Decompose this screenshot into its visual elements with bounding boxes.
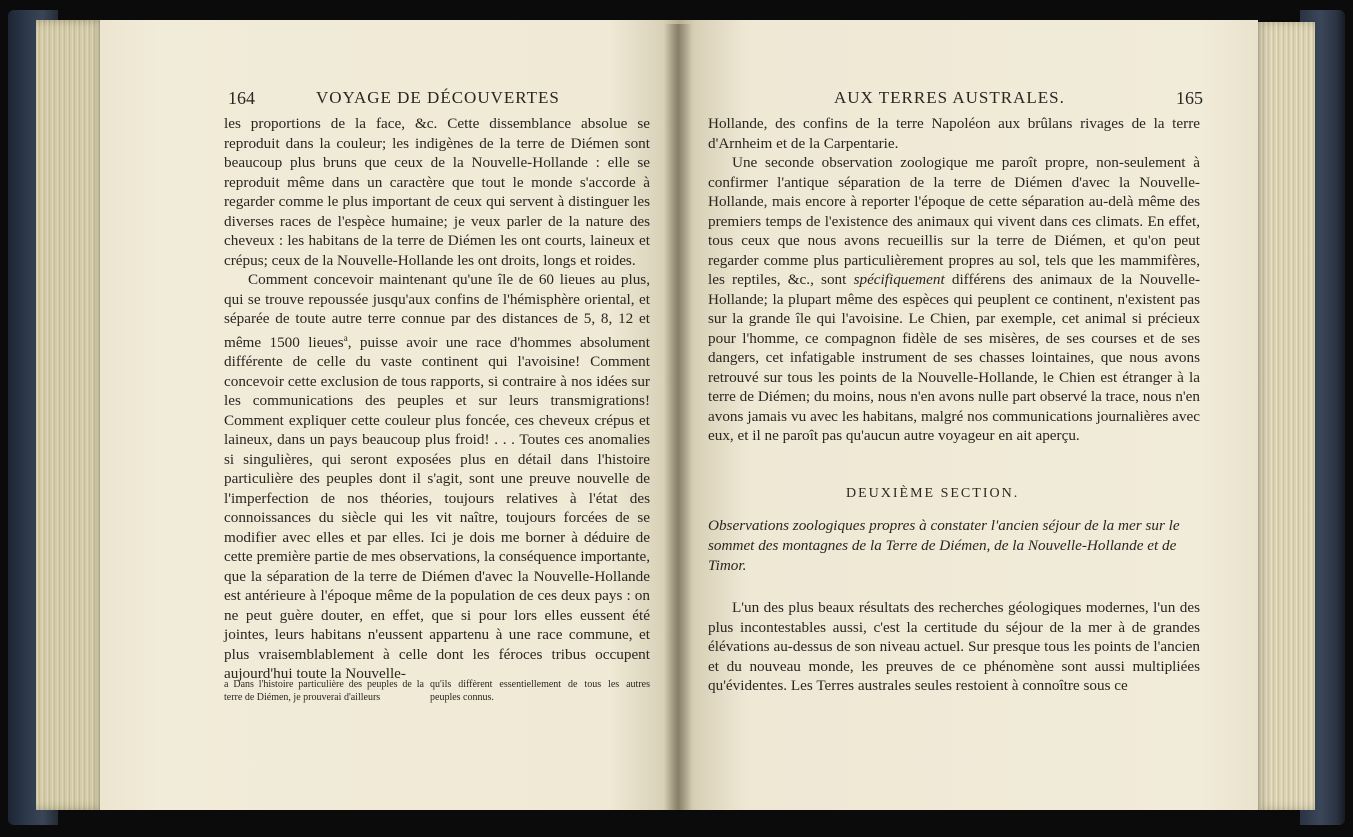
right-paragraph-2-start: Une seconde observation zoologique me paroît propre, non-seulement à confirmer l'antique séparation de la terre de Diémen d'avec la Nouvelle-Hollande, mais encore à reporter l'époque de cette séparation au-delà même des premiers temps de l'existence des animaux qui vivent dans ces climats. En effet, tous ceux que nous avons recueillis sur la terre de Diémen, et qu'on peut regarder comme plus particulièrement propres au sol, tels que les mammifères, les reptiles, &c., sont — [708, 154, 1200, 288]
footnote-column-1: a Dans l'histoire particulière des peuples de la terre de Diémen, je prouverai d'ailleurs — [224, 679, 424, 703]
page-edges-right — [1255, 22, 1315, 810]
footnote-column-2: qu'ils diffèrent essentiellement de tous les autres peuples connus. — [430, 679, 650, 703]
right-page — [678, 20, 1258, 810]
left-running-head: VOYAGE DE DÉCOUVERTES — [316, 88, 560, 107]
left-paragraph-2-start: Comment concevoir maintenant qu'une île de 60 lieues au plus, qui se trouve repoussée jusqu'aux confins de l'hémisphère oriental, et séparée de toute autre terre connue par des distances de 5, 8, 12 et même 1500 lieues — [224, 271, 650, 351]
page-edges-left — [36, 20, 106, 810]
right-body-text-top — [708, 114, 1200, 446]
right-page-number: 165 — [1176, 88, 1203, 108]
book-gutter — [664, 24, 692, 810]
left-page-number: 164 — [228, 88, 255, 108]
left-body-text — [224, 114, 650, 684]
right-body-text-bottom — [708, 598, 1200, 696]
right-paragraph-2-end: différens des animaux de la Nouvelle-Hollande; la plupart même des espèces qui peuplent ce continent, n'existent pas sur la grande île qui l'avoisine. Le Chien, par exemple, cet animal si précieux pour l'homme, ce compagnon fidèle de ses misères, de ses courses et de ses dangers, cet infatigable instrument de ses chasses lointaines, que nous avons retrouvé sur tous les points de la Nouvelle-Hollande, le Chien est étranger à la terre de Diémen; du moins, nous n'en avons nulle part observé la trace, nous n'en avons jamais vu avec les habitans, malgré nos communications journalières avec eux, et il ne paroît pas qu'aucun autre voyageur en ait aperçu. — [708, 271, 1201, 444]
section-subtitle: Observations zoologiques propres à constater l'ancien séjour de la mer sur le sommet des montagnes de la Terre de Diémen, de la Nouvelle-Hollande et de Timor. — [708, 517, 1180, 574]
right-paragraph-2 — [708, 153, 1200, 446]
left-paragraph-2 — [224, 270, 650, 684]
left-page — [100, 20, 680, 810]
right-running-head: AUX TERRES AUSTRALES. — [834, 88, 1065, 107]
right-paragraph-2-italic: spécifiquement — [853, 271, 945, 288]
footnote-reference-mark[interactable]: a — [343, 332, 348, 343]
right-paragraph-1: Hollande, des confins de la terre Napoléon aux brûlans rivages de la terre d'Arnheim et de la Carpentarie. — [708, 115, 1200, 152]
left-paragraph-1: les proportions de la face, &c. Cette dissemblance absolue se reproduit dans la couleur; les indigènes de la terre de Diémen sont beaucoup plus bruns que ceux de la Nouvelle-Hollande : elle se reproduit même dans un caractère que tout le monde s'accorde à regarder comme le plus important de ceux qui servent à distinguer les diverses races de l'espèce humaine; je veux parler de la nature des cheveux : les habitans de la terre de Diémen les ont courts, laineux et crépus; ceux de la Nouvelle-Hollande les ont droits, longs et roides. — [224, 115, 650, 269]
section-title: DEUXIÈME SECTION. — [846, 486, 1020, 501]
left-paragraph-2-end: , puisse avoir une race d'hommes absolument différente de celle du vaste continent qui l'avoisine! Comment concevoir cette exclusion de tous rapports, si contraire à nos idées sur les communications des peuples et sur leurs transmigrations! Comment expliquer cette couleur plus foncée, ces cheveux crépus et laineux, dans un pays beaucoup plus froid! . . . Toutes ces anomalies si singulières, qui seront exposées plus en détail dans l'histoire particulière des peuples dont il s'agit, sont une preuve nouvelle de l'imperfection de nos théories, toujours relatives à l'état des connoissances du siècle qui les vit naître, toujours forcées de se modifier avec elles et par elles. Ici je dois me borner à déduire de cette première partie de mes observations, la conséquence importante, que la séparation de la terre de Diémen d'avec la Nouvelle-Hollande est antérieure à l'époque même de la population de ces deux pays : on ne peut guère douter, en effet, que si pour lors elles eussent été jointes, leurs habitans n'eussent appartenu à une race commune, et plus vraisemblablement à celle dont les féroces tribus occupent aujourd'hui toute la Nouvelle- — [224, 333, 650, 683]
right-paragraph-3: L'un des plus beaux résultats des recherches géologiques modernes, l'un des plus incontestables aussi, c'est la certitude du séjour de la mer à de grandes élévations au-dessus de son niveau actuel. Sur presque tous les points de l'ancien et du nouveau monde, les preuves de ce phénomène sont aussi multipliées qu'évidentes. Les Terres australes seules restoient à connoître sous ce — [708, 599, 1200, 694]
